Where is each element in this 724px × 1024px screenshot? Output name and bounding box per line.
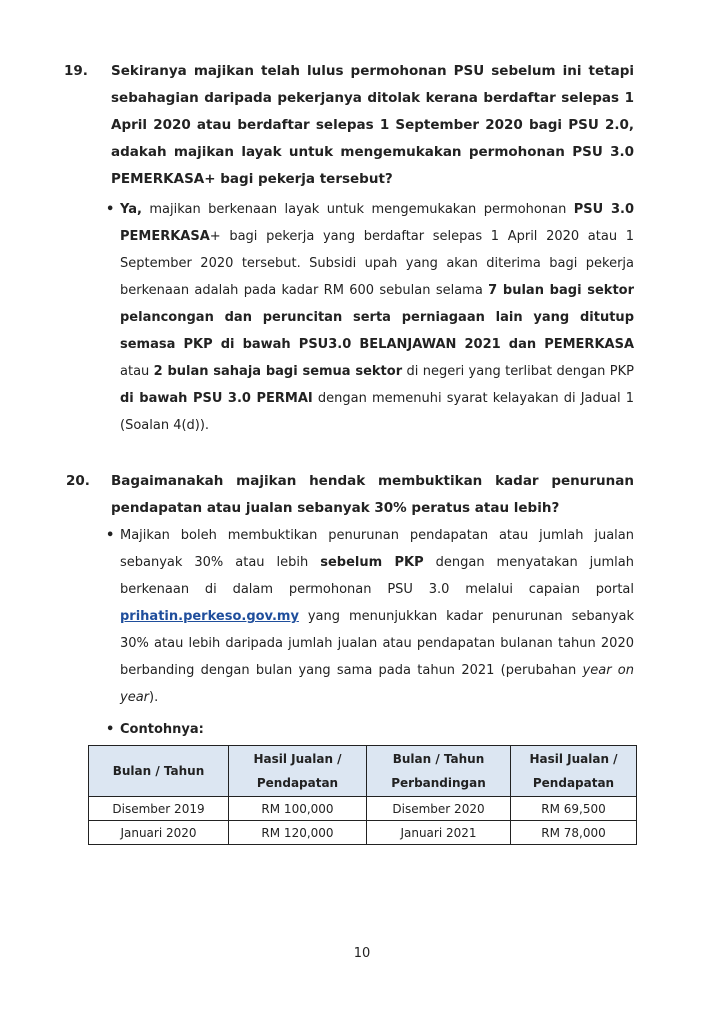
table-header: Hasil Jualan / Pendapatan (229, 746, 367, 797)
table-header: Hasil Jualan / Pendapatan (511, 746, 637, 797)
page-number: 10 (353, 946, 371, 961)
bullet-icon: • (106, 528, 115, 543)
answer-emphasis: Ya, (120, 202, 142, 217)
answer-bullet (106, 196, 634, 439)
answer-text (120, 522, 634, 711)
table-cell: Januari 2021 (367, 821, 511, 845)
answer-segment: + bagi pekerja yang berdaftar selepas 1 April 2020 atau 1 September 2020 tersebut. Subsidi upah yang akan diterima bagi pekerja berkenaan adalah pada kadar RM 600 sebulan selama (120, 229, 634, 298)
table-header-row (89, 746, 637, 797)
answer-segment: yang menunjukkan kadar penurunan sebanyak 30% atau lebih daripada jumlah jualan atau pendapatan bulanan tahun 2020 berbanding dengan bulan yang sama pada tahun 2021 (perubahan (120, 609, 634, 678)
bullet-icon: • (106, 722, 115, 737)
answer-segment: atau (120, 364, 154, 379)
table-cell: Disember 2019 (89, 797, 229, 821)
example-label: Contohnya: (120, 722, 204, 737)
table-row (89, 821, 637, 845)
table-cell: RM 69,500 (511, 797, 637, 821)
table-cell: RM 120,000 (229, 821, 367, 845)
table-cell: Disember 2020 (367, 797, 511, 821)
answer-text (120, 196, 634, 439)
question-number: 19. (64, 63, 88, 79)
answer-bullet (106, 522, 634, 711)
example-table (88, 745, 637, 845)
table-cell: RM 100,000 (229, 797, 367, 821)
answer-segment: dengan memenuhi syarat kelayakan di Jadual 1 (Soalan 4(d)). (120, 391, 634, 433)
answer-segment: ). (149, 690, 159, 705)
answer-emphasis: sebelum PKP (320, 555, 424, 570)
answer-emphasis: 2 bulan sahaja bagi semua sektor (153, 364, 403, 379)
example-bullet (106, 720, 634, 740)
bullet-icon: • (106, 202, 115, 217)
portal-link[interactable]: prihatin.perkeso.gov.my (120, 609, 299, 624)
answer-segment: Majikan boleh membuktikan penurunan pendapatan atau jumlah jualan sebanyak 30% atau lebih (120, 528, 634, 570)
table-header: Bulan / Tahun Perbandingan (367, 746, 511, 797)
question-text: Sekiranya majikan telah lulus permohonan PSU sebelum ini tetapi sebahagian daripada pekerjanya ditolak kerana berdaftar selepas 1 April 2020 atau berdaftar selepas 1 September 2020 bagi PSU 2.0, adakah majikan layak untuk mengemukakan permohonan PSU 3.0 PEMERKASA+ bagi pekerja tersebut? (111, 63, 634, 187)
table-header: Bulan / Tahun (89, 746, 229, 797)
answer-segment: majikan berkenaan layak untuk mengemukakan permohonan (141, 202, 574, 217)
answer-emphasis: 7 bulan bagi sektor pelancongan dan peruncitan serta perniagaan lain yang ditutup semasa PKP di bawah PSU3.0 BELANJAWAN 2021 dan PEMERKASA (120, 283, 635, 352)
table-cell: Januari 2020 (89, 821, 229, 845)
answer-emphasis: di bawah PSU 3.0 PERMAI (120, 391, 313, 406)
answer-emphasis: PSU 3.0 PEMERKASA (120, 202, 634, 244)
answer-italic: year on year (120, 663, 635, 705)
table-cell: RM 78,000 (511, 821, 637, 845)
question-number: 20. (66, 473, 90, 489)
question-text: Bagaimanakah majikan hendak membuktikan kadar penurunan pendapatan atau jualan sebanyak 30% peratus atau lebih? (111, 473, 634, 516)
answer-segment: dengan menyatakan jumlah berkenaan di dalam permohonan PSU 3.0 melalui capaian portal (120, 555, 634, 597)
table-row (89, 797, 637, 821)
answer-segment: di negeri yang terlibat dengan PKP (402, 364, 634, 379)
